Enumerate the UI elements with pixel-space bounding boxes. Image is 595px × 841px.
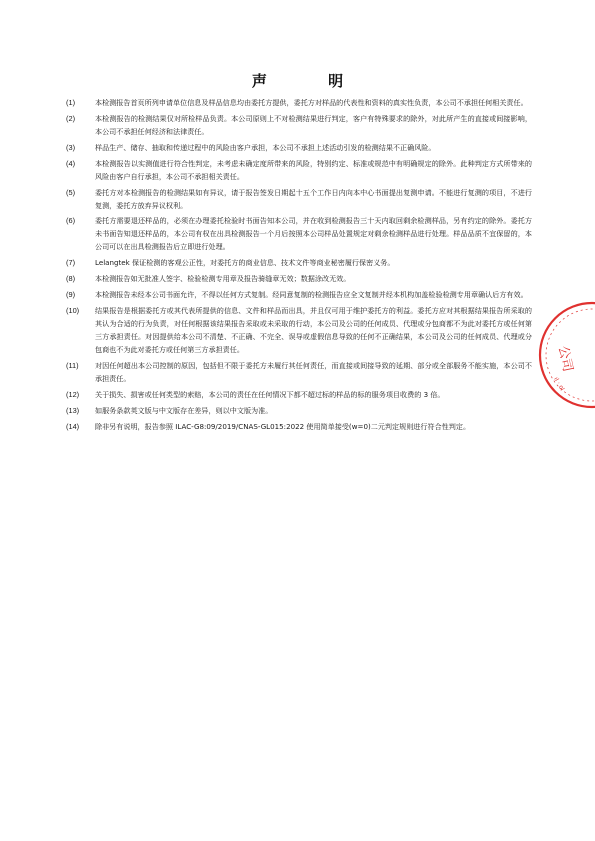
statement-item [66, 304, 532, 356]
statement-text: 结果报告是根据委托方或其代表所提供的信息、文件和样品而出具，并且仅可用于维护委托方的利益。委托方应对其根据结果报告所采取的其认为合适的行为负责，对任何根据该结果报告采取或未采取的行动，本公司及公司的任何成员、代理或分包商都不为此对委托方或任何第三方承担责任。对因提供给本公司不清楚、不正确、不完全、误导或虚假信息导致的任何不正确结果，本公司及公司的任何成员、代理或分包商也不为此对委托方或任何第三方承担责任。 [95, 306, 532, 355]
statement-text: 样品生产、储存、抽取和传递过程中的风险由客户承担，本公司不承担上述活动引发的检测结果不正确风险。 [95, 142, 436, 152]
statement-item [66, 141, 532, 154]
statement-item [66, 157, 532, 183]
statement-number: (1) [66, 98, 76, 107]
statement-text: 本检测报告如无批准人签字、检验检测专用章及报告骑缝章无效；数据涂改无效。 [95, 274, 351, 284]
statement-number: (5) [66, 187, 76, 197]
statement-item [66, 256, 532, 269]
statement-item [66, 420, 532, 433]
statement-number: (8) [66, 274, 76, 284]
statement-number: (9) [66, 290, 76, 300]
statement-item [66, 272, 532, 285]
statement-text: 本检测报告未经本公司书面允许，不得以任何方式复制。经同意复制的检测报告应全文复制并经本机构加盖检验检测专用章确认后方有效。 [95, 290, 528, 300]
statement-item [66, 404, 532, 417]
statement-number: (12) [66, 389, 80, 399]
statement-item [66, 214, 532, 253]
statement-text: Lelangtek 保证检测的客观公正性，对委托方的商业信息、技术文件等商业秘密履行保密义务。 [95, 258, 395, 268]
statement-number: (13) [66, 405, 80, 415]
statement-number: (6) [66, 216, 76, 226]
statement-number: (7) [66, 258, 76, 268]
statement-text: 委托方对本检测报告的检测结果如有异议，请于报告签发日期起十五个工作日内向本中心书面提出复测申请。不能进行复测的项目，不进行复测，委托方放弃异议权利。 [95, 187, 532, 210]
statement-text: 除非另有说明，报告参照 ILAC-G8:09/2019/CNAS-GL015:2022 使用简单接受(w=0)二元判定规则进行符合性判定。 [95, 421, 471, 431]
statement-list [66, 96, 532, 435]
statement-number: (2) [66, 113, 76, 123]
company-seal-stamp [530, 300, 595, 410]
statement-text: 对因任何超出本公司控制的原因，包括但不限于委托方未履行其任何责任，而直接或间接导致的延期、部分或全部服务不能实施，本公司不承担责任。 [95, 360, 532, 383]
page-title: 声 明 [251, 72, 372, 90]
statement-item [66, 96, 532, 109]
statement-number: (10) [66, 306, 80, 316]
statement-text: 如服务条款英文版与中文版存在差异，则以中文版为准。 [95, 405, 273, 415]
statement-item [66, 288, 532, 301]
statement-text: 本检测报告以实测值进行符合性判定，未考虑未确定度所带来的风险，特别约定、标准或规范中有明确规定的除外。此种判定方式所带来的风险由客户自行承担，本公司不承担相关责任。 [95, 158, 532, 181]
statement-text: 委托方需要退还样品的，必须在办理委托检验时书面告知本公司，并在收到检测报告三十天内取回剩余检测样品，另有约定的除外。委托方未书面告知退还样品的，本公司有权在出具检测报告一个月后按照本公司样品处置规定对剩余检测样品进行处理。样品品质不宜保留的，本公司可以在出具检测报告后立即进行处理。 [95, 216, 532, 252]
statement-text: 本检测报告首页所列申请单位信息及样品信息均由委托方提供，委托方对样品的代表性和资料的真实性负责，本公司不承担任何相关责任。 [95, 98, 528, 107]
statement-number: (14) [66, 421, 80, 431]
statement-item [66, 112, 532, 138]
seal-small-text: ıI · ol [552, 376, 566, 393]
statement-number: (3) [66, 142, 76, 152]
statement-text: 本检测报告的检测结果仅对所检样品负责。本公司原则上不对检测结果进行判定，客户有特殊要求的除外，对此所产生的直接或间接影响，本公司不承担任何经济和法律责任。 [95, 113, 532, 136]
statement-number: (11) [66, 360, 79, 370]
statement-item [66, 186, 532, 212]
statement-text: 关于损失、损害或任何类型的索赔，本公司的责任在任何情况下都不超过标的样品的标的服务项目收费的 3 倍。 [95, 389, 445, 399]
statement-number: (4) [66, 158, 76, 168]
statement-item [66, 359, 532, 385]
statement-item [66, 388, 532, 401]
seal-text: 公司 [554, 344, 576, 374]
